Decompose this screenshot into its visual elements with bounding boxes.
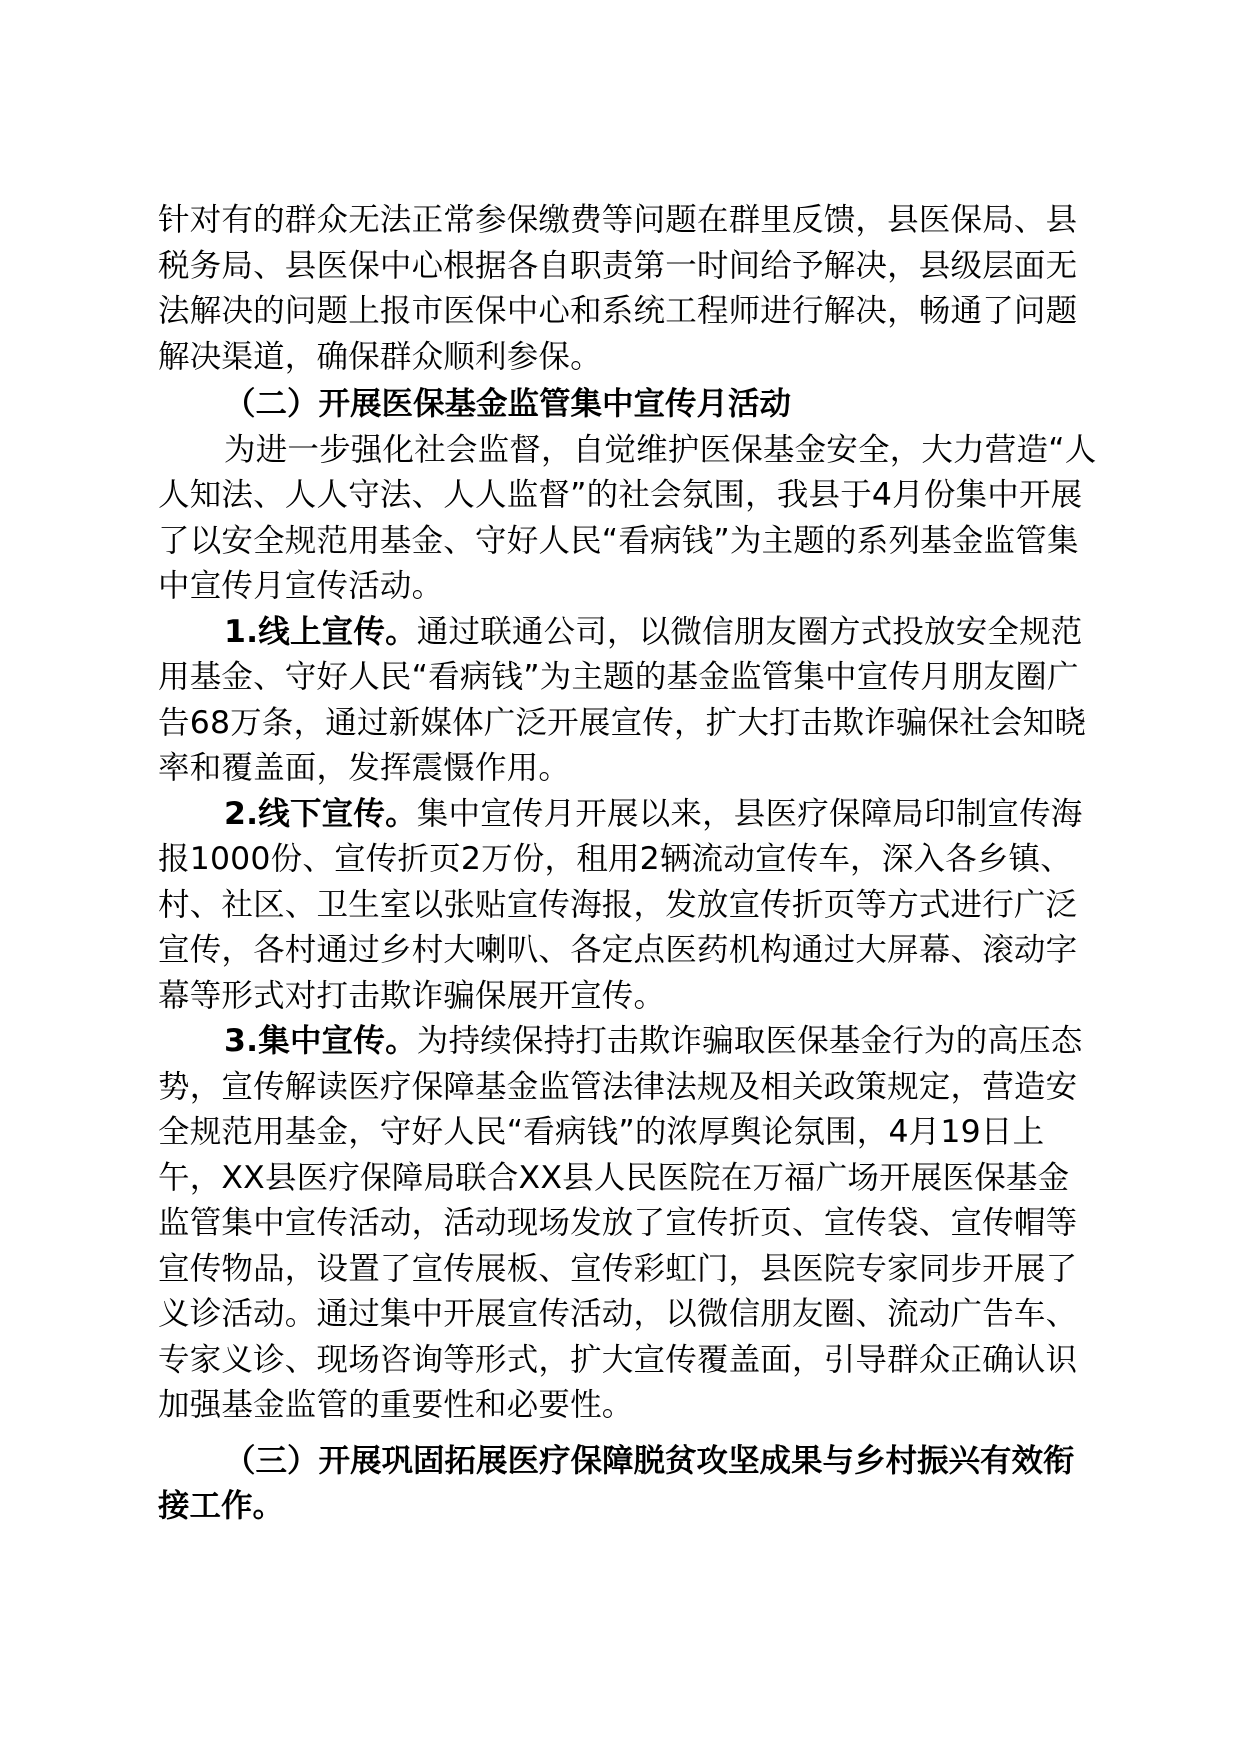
item-2-title: 2.线下宣传。: [224, 795, 417, 832]
paragraph-intro: 为进一步强化社会监督，自觉维护医保基金安全，大力营造“人人知法、人人守法、人人监督”的社会氛围，我县于4月份集中开展了以安全规范用基金、守好人民“看病钱”为主题的系列基金监管集中宣传月宣传活动。: [158, 431, 1097, 604]
section-heading-3: （三）开展巩固拓展医疗保障脱贫攻坚成果与乡村振兴有效衔接工作。: [158, 1442, 1075, 1524]
item-3-title: 3.集中宣传。: [224, 1023, 417, 1059]
item-3-body: 为持续保持打击欺诈骗取医保基金行为的高压态势，宣传解读医疗保障基金监管法律法规及相关政策规定，营造安全规范用基金，守好人民“看病钱”的浓厚舆论氛围，4月19日上午，XX县医疗保障局联合XX县人民医院在万福广场开展医保基金监管集中宣传活动，活动现场发放了宣传折页、宣传袋、宣传帽等宣传物品，设置了宣传展板、宣传彩虹门，县医院专家同步开展了义诊活动。通过集中开展宣传活动，以微信朋友圈、流动广告车、专家义诊、现场咨询等形式，扩大宣传覆盖面，引导群众正确认识加强基金监管的重要性和必要性。: [158, 1023, 1083, 1423]
section-heading-2: （二）开展医保基金监管集中宣传月活动: [224, 386, 792, 422]
item-offline-promotion: [158, 792, 1098, 1020]
document-page: [158, 198, 1098, 1530]
item-1-body: 通过联通公司，以微信朋友圈方式投放安全规范用基金、守好人民“看病钱”为主题的基金监管集中宣传月朋友圈广告68万条，通过新媒体广泛开展宣传，扩大打击欺诈骗保社会知晓率和覆盖面，发挥震慑作用。: [158, 613, 1087, 786]
item-online-promotion: [158, 610, 1098, 792]
paragraph-continuation: 针对有的群众无法正常参保缴费等问题在群里反馈，县医保局、县税务局、县医保中心根据各自职责第一时间给予解决，县级层面无法解决的问题上报市医保中心和系统工程师进行解决，畅通了问题解决渠道，确保群众顺利参保。: [158, 202, 1078, 375]
item-1-title: 1.线上宣传。: [224, 613, 417, 650]
item-centralized-promotion: [158, 1019, 1098, 1429]
item-2-body: 集中宣传月开展以来，县医疗保障局印制宣传海报1000份、宣传折页2万份，租用2辆流动宣传车，深入各乡镇、村、社区、卫生室以张贴宣传海报，发放宣传折页等方式进行广泛宣传，各村通过乡村大喇叭、各定点医药机构通过大屏幕、滚动字幕等形式对打击欺诈骗保展开宣传。: [158, 795, 1083, 1014]
